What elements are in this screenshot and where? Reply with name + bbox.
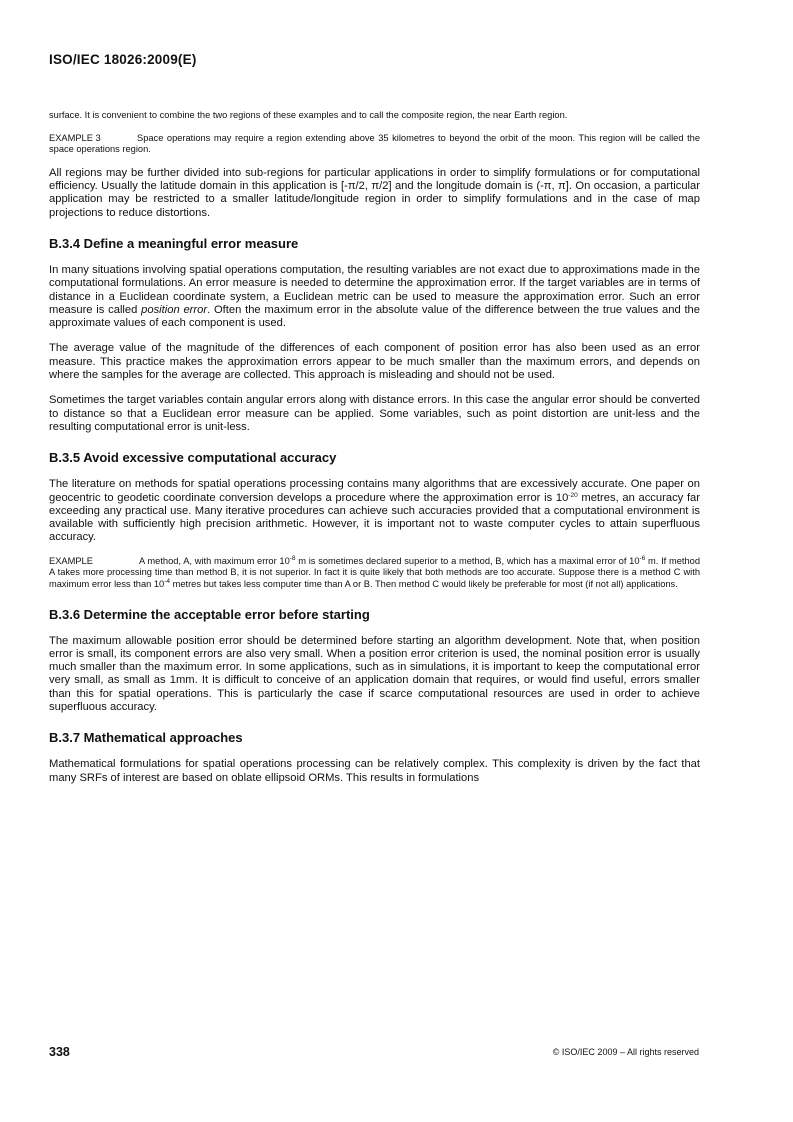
example-3 (49, 133, 700, 156)
paragraph-b37: Mathematical formulations for spatial operations processing can be relatively complex. This complexity is driven by the fact that many SRFs of interest are based on oblate ellipsoid ORMs. This results in formulations (49, 758, 700, 784)
example-3-text: Space operations may require a region extending above 35 kilometres to beyond the orbit of the moon. This region will be called the space operations region. (49, 132, 700, 155)
example-text-4: metres but takes less computer time than A or B. Then method C would likely be preferable for most (if not all) applications. (170, 578, 678, 589)
heading-b35: B.3.5 Avoid excessive computational accuracy (49, 450, 337, 466)
example-text-3: m. If method A takes more processing time than method B, it is not superior. In fact it is quite likely that both methods are too accurate. Suppose there is a method C with maximum error less than 10 (49, 555, 700, 589)
heading-b36: B.3.6 Determine the acceptable error before starting (49, 606, 370, 622)
copyright-notice: © ISO/IEC 2009 – All rights reserved (552, 1047, 699, 1057)
paragraph-regions: All regions may be further divided into sub-regions for particular applications in order to simplify formulations or for computational efficiency. Usually the latitude domain in this application is [-π/2, π/2] and the longitude domain is (-π, π]. On occasion, a particular application may be restricted to a smaller latitude/longitude region in order to simplify formulations and in the case of map projections to reduce distortions. (49, 166, 700, 219)
paragraph-b36: The maximum allowable position error should be determined before starting an algorithm development. Note that, when position error is small, its component errors are also very small. When a position error criterion is used, the nominal position error is usually much smaller than the maximum error. In some applications, such as in simulations, it is important to keep the computational error very small, as small as 1mm. It is difficult to conceive of an application domain that requires, or would find useful, errors smaller than this for spatial operations. This is particularly the case if scarce computational resources are used in order to achieve superfluous accuracy. (49, 634, 700, 713)
heading-b37: B.3.7 Mathematical approaches (49, 730, 243, 746)
paragraph-b34-1 (49, 264, 700, 330)
paragraph-b34-1-text-end: . Often the maximum error in the absolute value of the difference between the true values and the approximate values of each component is used. (49, 303, 700, 330)
exponent: -20 (568, 491, 578, 499)
example-label: EXAMPLE (49, 555, 93, 566)
example-3-label: EXAMPLE 3 (49, 132, 101, 143)
paragraph-surface: surface. It is convenient to combine the two regions of these examples and to call the composite region, the near Earth region. (49, 110, 568, 120)
exponent: -8 (289, 554, 296, 562)
page-number: 338 (49, 1045, 70, 1059)
example-text-2: m is sometimes declared superior to a method, B, which has a maximal error of 10 (295, 555, 640, 566)
paragraph-b35-text: The literature on methods for spatial operations processing contains many algorithms that are excessively accurate. One paper on geocentric to geodetic coordinate conversion develops a procedure where the approximation error is 10 (49, 478, 700, 504)
paragraph-b34-3: Sometimes the target variables contain angular errors along with distance errors. In this case the angular error should be converted to distance so that a Euclidean error measure can be applied. Some variables, such as point distortion are unit-less and the resulting computational error is unit-less. (49, 394, 700, 433)
example-b35 (49, 556, 700, 591)
exponent: -4 (164, 577, 170, 585)
exponent: -6 (639, 554, 646, 562)
paragraph-b35 (49, 478, 700, 544)
heading-b34: B.3.4 Define a meaningful error measure (49, 235, 299, 251)
paragraph-b34-1-text: In many situations involving spatial operations computation, the resulting variables are not exact due to approximations made in the computational formulations. An error measure is needed to determine the approximation error. If the target variables are in terms of distance in a Euclidean coordinate system, a Euclidean metric can be used to measure the approximation error. Such an error measure is called (49, 263, 700, 316)
term-position-error: position error (141, 303, 208, 316)
page-content (49, 110, 700, 785)
paragraph-b34-2: The average value of the magnitude of the differences of each component of position error has also been used as an error measure. This practice makes the approximation errors appear to be much smaller than the maximum errors, and depends on where the samples for the average are collected. This approach is misleading and should not be used. (49, 342, 700, 382)
standard-header: ISO/IEC 18026:2009(E) (49, 52, 197, 67)
example-text-1: A method, A, with maximum error 10 (139, 555, 290, 566)
paragraph-b35-text-end: metres, an accuracy far exceeding any practical use. Many iterative procedures can achieve such accuracies provided that a computational environment is available with sufficiently high precision arithmetic. However, it is important not to waste computer cycles to attain superfluous accuracy. (49, 491, 700, 544)
